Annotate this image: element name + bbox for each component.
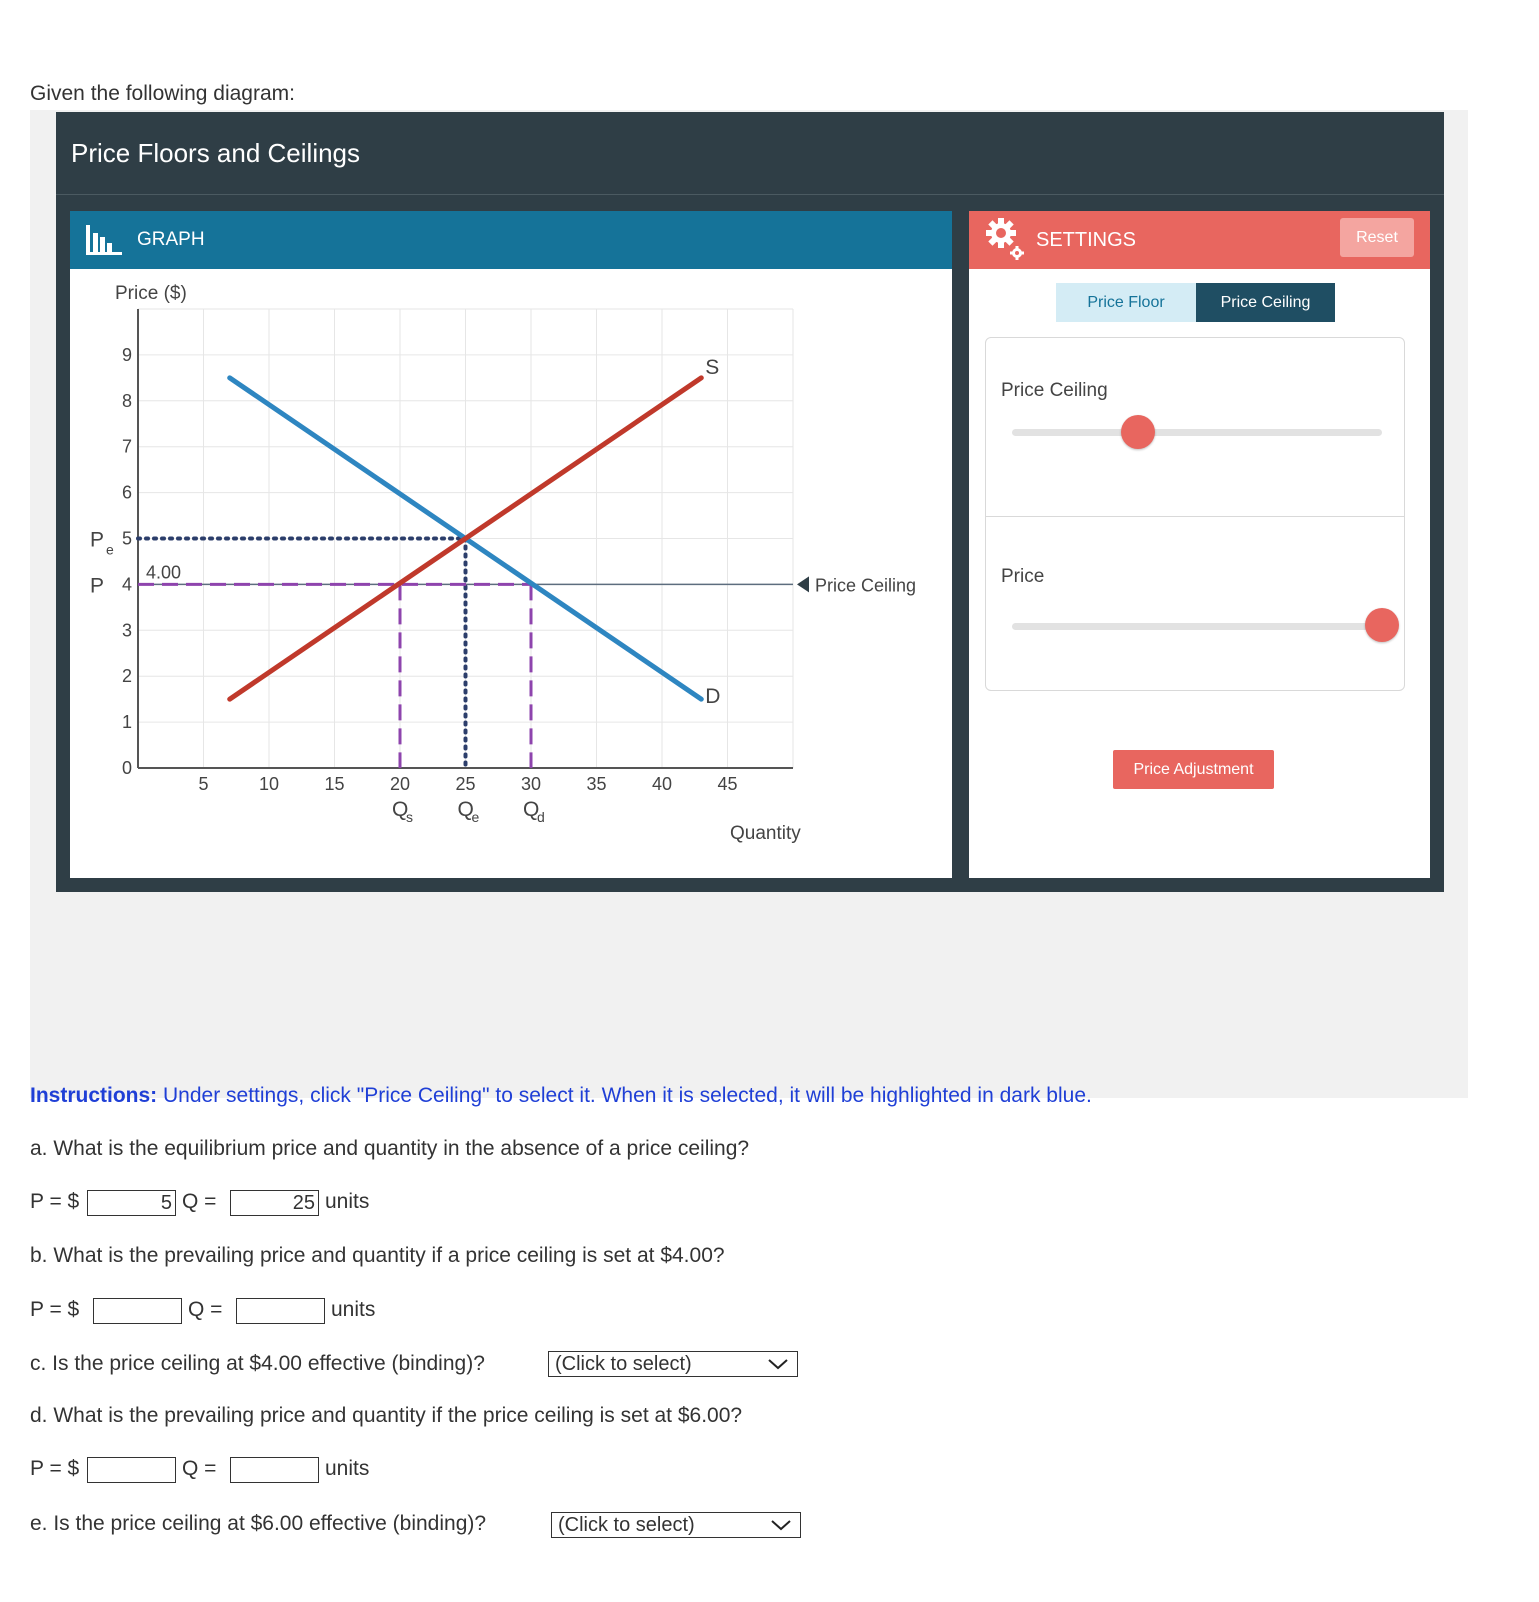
y-tick-label: 2 <box>121 666 132 687</box>
question-d: d. What is the prevailing price and quantity if the price ceiling is set at $6.00? <box>30 1404 743 1427</box>
x-tick-labels <box>198 774 737 794</box>
p-label: P <box>90 574 105 598</box>
chevron-down-icon <box>767 1357 789 1371</box>
qs-label: Q <box>392 798 409 821</box>
divider <box>56 194 1444 195</box>
qe-label: Q <box>457 798 474 821</box>
answer-b-price-input[interactable] <box>93 1298 182 1324</box>
qe-subscript: e <box>471 809 480 825</box>
qd-subscript: d <box>537 809 545 825</box>
price-slider-handle[interactable] <box>1365 608 1399 642</box>
tab-price-ceiling[interactable]: Price Ceiling <box>1196 283 1335 322</box>
answer-c-select[interactable] <box>548 1351 798 1377</box>
supply-label: S <box>705 355 720 379</box>
x-axis-label: Quantity <box>730 823 801 844</box>
y-tick-label: 9 <box>121 344 132 365</box>
answer-d-qty-input[interactable] <box>230 1457 319 1483</box>
x-tick-label: 25 <box>455 774 476 794</box>
answer-a-qty-input[interactable]: 25 <box>230 1190 319 1216</box>
answer-b-units: units <box>331 1298 376 1321</box>
y-tick-label: 1 <box>121 712 132 733</box>
intro-text: Given the following diagram: <box>30 82 295 105</box>
instructions-text: Under settings, click "Price Ceiling" to select it. When it is selected, it will be highlighted in dark blue. <box>157 1084 1092 1107</box>
reset-button[interactable]: Reset <box>1340 218 1414 257</box>
demand-label: D <box>705 685 721 709</box>
answer-a-qty-label: Q = <box>182 1190 217 1213</box>
price-ceiling-slider-label: Price Ceiling <box>1001 380 1108 401</box>
y-tick-labels <box>122 345 132 778</box>
x-tick-label: 30 <box>520 774 542 794</box>
ceiling-pointer-icon <box>797 576 809 592</box>
answer-d-units: units <box>325 1457 370 1480</box>
answer-b-qty-input[interactable] <box>236 1298 325 1324</box>
graph-panel <box>70 211 952 878</box>
question-a: a. What is the equilibrium price and quantity in the absence of a price ceiling? <box>30 1137 750 1160</box>
x-tick-label: 40 <box>651 774 673 794</box>
bar-chart-icon <box>84 223 124 257</box>
y-tick-label: 7 <box>121 436 132 457</box>
pe-label: P <box>90 528 105 552</box>
y-tick-label: 3 <box>121 620 132 641</box>
answer-a-units: units <box>325 1190 370 1213</box>
qs-subscript: s <box>406 809 413 825</box>
y-tick-label: 4 <box>121 574 132 595</box>
price-adjustment-button[interactable]: Price Adjustment <box>1113 750 1274 789</box>
y-tick-label: 8 <box>121 390 132 411</box>
x-tick-label: 35 <box>586 774 607 794</box>
question-c: c. Is the price ceiling at $4.00 effective (binding)? <box>30 1352 485 1375</box>
settings-header <box>969 211 1430 269</box>
divider <box>986 516 1404 517</box>
instructions <box>30 1084 1092 1108</box>
answer-e-select-value: (Click to select) <box>558 1514 695 1536</box>
price-ceiling-label: Price Ceiling <box>815 575 917 596</box>
answer-d-qty-label: Q = <box>182 1457 217 1480</box>
tab-price-floor[interactable]: Price Floor <box>1056 283 1196 322</box>
question-e: e. Is the price ceiling at $6.00 effective (binding)? <box>30 1512 487 1535</box>
y-axis-label: Price ($) <box>115 283 187 304</box>
graph-chart <box>70 269 952 878</box>
x-tick-label: 5 <box>198 774 209 794</box>
gear-icon <box>983 215 1033 265</box>
settings-header-label: SETTINGS <box>1036 229 1137 251</box>
answer-b-qty-label: Q = <box>188 1298 223 1321</box>
y-tick-label: 5 <box>121 528 132 549</box>
y-tick-label: 0 <box>121 758 132 778</box>
answer-d-price-label: P = $ <box>30 1457 80 1480</box>
ceiling-value-label: 4.00 <box>146 562 182 583</box>
pe-subscript: e <box>106 541 114 558</box>
price-slider-track[interactable] <box>1012 623 1382 630</box>
price-slider-label: Price <box>1001 566 1045 587</box>
price-ceiling-slider-handle[interactable] <box>1121 415 1155 449</box>
x-tick-label: 10 <box>258 774 280 794</box>
chevron-down-icon <box>770 1518 792 1532</box>
answer-b-price-label: P = $ <box>30 1298 80 1321</box>
answer-a-price-label: P = $ <box>30 1190 80 1213</box>
app-window <box>56 112 1444 892</box>
x-tick-label: 15 <box>324 774 345 794</box>
price-ceiling-slider-track[interactable] <box>1012 429 1382 436</box>
answer-e-select[interactable] <box>551 1512 801 1538</box>
instructions-lead: Instructions: <box>30 1084 158 1107</box>
qd-label: Q <box>523 798 540 821</box>
answer-c-select-value: (Click to select) <box>555 1353 692 1375</box>
app-title: Price Floors and Ceilings <box>71 138 361 168</box>
slider-box <box>985 337 1405 691</box>
answer-d-price-input[interactable] <box>87 1457 176 1483</box>
question-b: b. What is the prevailing price and quantity if a price ceiling is set at $4.00? <box>30 1244 725 1267</box>
graph-header <box>70 211 952 269</box>
answer-a-price-input[interactable]: 5 <box>87 1190 176 1216</box>
x-tick-label: 20 <box>389 774 411 794</box>
settings-panel <box>969 211 1430 878</box>
graph-header-label: GRAPH <box>137 229 205 250</box>
y-tick-label: 6 <box>121 482 132 503</box>
x-tick-label: 45 <box>717 774 738 794</box>
